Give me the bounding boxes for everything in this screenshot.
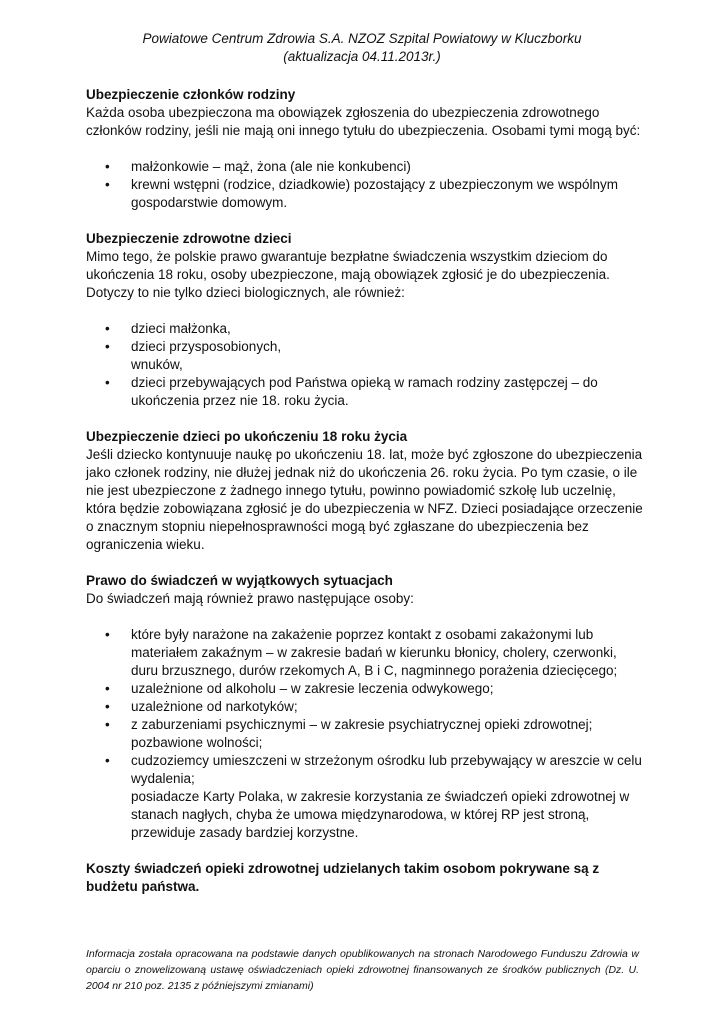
- list-item: • krewni wstępni (rodzice, dziadkowie) pozostający z ubezpieczonym we wspólnym gospodarstwie domowym.: [105, 177, 618, 210]
- list-item: • uzależnione od narkotyków;: [105, 699, 298, 714]
- bullet-list: [86, 374, 646, 410]
- section-paragraph: Do świadczeń mają również prawo następujące osoby:: [86, 591, 414, 606]
- section-paragraph: Jeśli dziecko kontynuuje naukę po ukończeniu 18. lat, może być zgłoszone do ubezpieczenia jako członek rodziny, nie dłużej jednak niż do ukończenia 26. roku życia. Po tym czasie, o ile nie jest ubezpieczone z żadnego innego tytułu, powinno powiadomić szkołę lub uczelnię, która będzie zobowiązana zgłosić je do ubezpieczenia w NFZ. Dzieci posiadające orzeczenie o znacznym stopniu niepełnosprawności mogą być zgłaszane do ubezpieczenia bez ograniczenia wieku.: [86, 447, 643, 552]
- list-item: • dzieci przysposobionych,: [105, 339, 282, 354]
- document-body: [86, 86, 646, 896]
- list-continuation: wnuków,: [131, 357, 183, 372]
- list-item: • dzieci małżonka,: [105, 321, 231, 336]
- header-title: Powiatowe Centrum Zdrowia S.A. NZOZ Szpital Powiatowy w Kluczborku: [142, 31, 582, 46]
- bullet-icon: •: [105, 375, 110, 390]
- bullet-icon: •: [105, 753, 110, 768]
- section-paragraph: Mimo tego, że polskie prawo gwarantuje bezpłatne świadczenia wszystkim dzieciom do ukończenia 18 roku, osoby ubezpieczone, mają obowiązek zgłosić je do ubezpieczenia. Dotyczy to nie tylko dzieci biologicznych, ale również:: [86, 249, 610, 300]
- section-heading: Prawo do świadczeń w wyjątkowych sytuacjach: [86, 573, 393, 588]
- header-update-date: (aktualizacja 04.11.2013r.): [283, 49, 441, 64]
- bullet-list: [86, 158, 646, 212]
- list-item: • które były narażone na zakażenie poprzez kontakt z osobami zakażonymi lub materiałem zakaźnym – w zakresie badań w kierunku błonicy, cholery, czerwonki, duru brzusznego, durów rzekomych A, B i C, nagminnego porażenia dziecięcego;: [105, 627, 618, 678]
- bullet-icon: •: [105, 159, 110, 174]
- section-family-insurance: [86, 86, 646, 212]
- section-heading: Ubezpieczenie zdrowotne dzieci: [86, 231, 292, 246]
- bullet-icon: •: [105, 339, 110, 354]
- bullet-icon: •: [105, 321, 110, 336]
- section-heading: Ubezpieczenie członków rodziny: [86, 87, 296, 102]
- section-children-over-18: [86, 428, 646, 554]
- list-item: • dzieci przebywających pod Państwa opieką w ramach rodziny zastępczej – do ukończenia przez nie 18. roku życia.: [105, 375, 598, 408]
- document-header: [86, 30, 638, 66]
- source-footnote: Informacja została opracowana na podstawie danych opublikowanych na stronach Narodowego Funduszu Zdrowia w oparciu o znowelizowaną ustawę oświadczeniach opieki zdrowotnej finansowanych ze środków publicznych (Dz. U. 2004 nr 210 poz. 2135 z późniejszymi zmianami): [86, 948, 639, 992]
- closing-statement: Koszty świadczeń opieki zdrowotnej udzielanych takim osobom pokrywane są z budżetu państwa.: [86, 861, 600, 894]
- list-item: • z zaburzeniami psychicznymi – w zakresie psychiatrycznej opieki zdrowotnej; pozbawione wolności;: [105, 717, 593, 750]
- section-children-insurance: [86, 230, 646, 410]
- list-item: • cudzoziemcy umieszczeni w strzeżonym ośrodku lub przebywający w areszcie w celu wydalenia;: [105, 753, 642, 786]
- section-heading: Ubezpieczenie dzieci po ukończeniu 18 roku życia: [86, 429, 408, 444]
- bullet-list: [86, 626, 646, 788]
- bullet-icon: •: [105, 627, 110, 642]
- bullet-icon: •: [105, 699, 110, 714]
- section-paragraph: Każda osoba ubezpieczona ma obowiązek zgłoszenia do ubezpieczenia zdrowotnego członków rodziny, jeśli nie mają oni innego tytułu do ubezpieczenia. Osobami tymi mogą być:: [86, 105, 641, 138]
- bullet-icon: •: [105, 717, 110, 732]
- bullet-icon: •: [105, 681, 110, 696]
- bullet-list: [86, 320, 646, 356]
- bullet-icon: •: [105, 177, 110, 192]
- list-item: • uzależnione od alkoholu – w zakresie leczenia odwykowego;: [105, 681, 494, 696]
- list-continuation: posiadacze Karty Polaka, w zakresie korzystania ze świadczeń opieki zdrowotnej w stanach nagłych, chyba że umowa międzynarodowa, w której RP jest stroną, przewiduje zasady bardziej korzystne.: [131, 789, 630, 840]
- section-special-situations: [86, 572, 646, 842]
- list-item: • małżonkowie – mąż, żona (ale nie konkubenci): [105, 159, 411, 174]
